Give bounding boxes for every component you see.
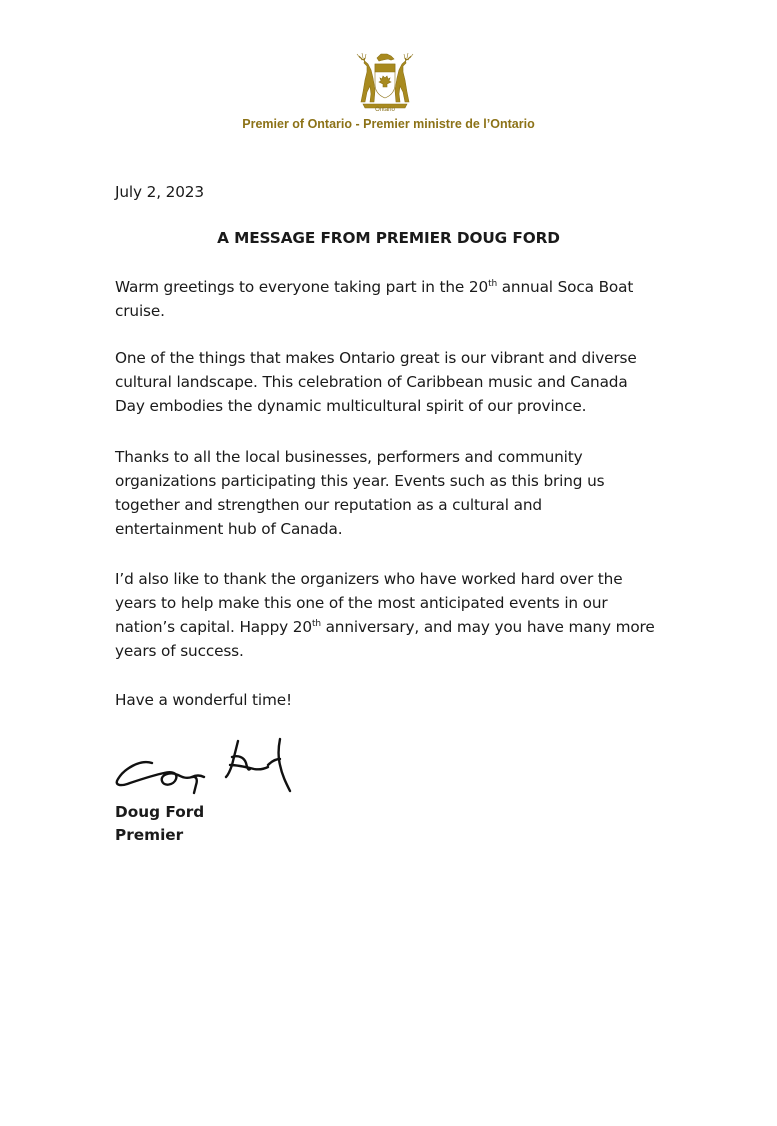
signatory-name: Doug Ford bbox=[115, 803, 205, 821]
letter-date: July 2, 2023 bbox=[115, 183, 204, 201]
paragraph-line: years to help make this one of the most anticipated events in our bbox=[115, 594, 608, 612]
signatory-title: Premier bbox=[115, 826, 184, 844]
paragraph-line: Day embodies the dynamic multicultural spirit of our province. bbox=[115, 397, 587, 415]
paragraph-line: nation’s capital. Happy 20th anniversary, and may you have many more bbox=[115, 618, 655, 636]
office-title: Premier of Ontario - Premier ministre de l’Ontario bbox=[242, 117, 535, 131]
paragraph-line: years of success. bbox=[115, 642, 244, 660]
letter-closing: Have a wonderful time! bbox=[115, 691, 292, 709]
letter-heading: A MESSAGE FROM PREMIER DOUG FORD bbox=[217, 229, 560, 247]
paragraph-organizers bbox=[115, 567, 695, 663]
paragraph-greeting bbox=[115, 275, 695, 323]
crest-label: Ontario bbox=[375, 107, 395, 113]
paragraph-thanks bbox=[115, 445, 695, 541]
paragraph-line: Thanks to all the local businesses, performers and community bbox=[115, 448, 583, 466]
paragraph-line: Warm greetings to everyone taking part in the 20th annual Soca Boat bbox=[115, 278, 634, 296]
paragraph-line: cultural landscape. This celebration of Caribbean music and Canada bbox=[115, 373, 628, 391]
paragraph-line: I’d also like to thank the organizers who have worked hard over the bbox=[115, 570, 623, 588]
paragraph-line: entertainment hub of Canada. bbox=[115, 520, 343, 538]
paragraph-line: organizations participating this year. Events such as this bring us bbox=[115, 472, 605, 490]
handwritten-signature-icon bbox=[112, 735, 327, 803]
paragraph-line: together and strengthen our reputation as a cultural and bbox=[115, 496, 542, 514]
paragraph-ontario-culture bbox=[115, 346, 695, 418]
paragraph-line: cruise. bbox=[115, 302, 165, 320]
paragraph-line: One of the things that makes Ontario great is our vibrant and diverse bbox=[115, 349, 637, 367]
